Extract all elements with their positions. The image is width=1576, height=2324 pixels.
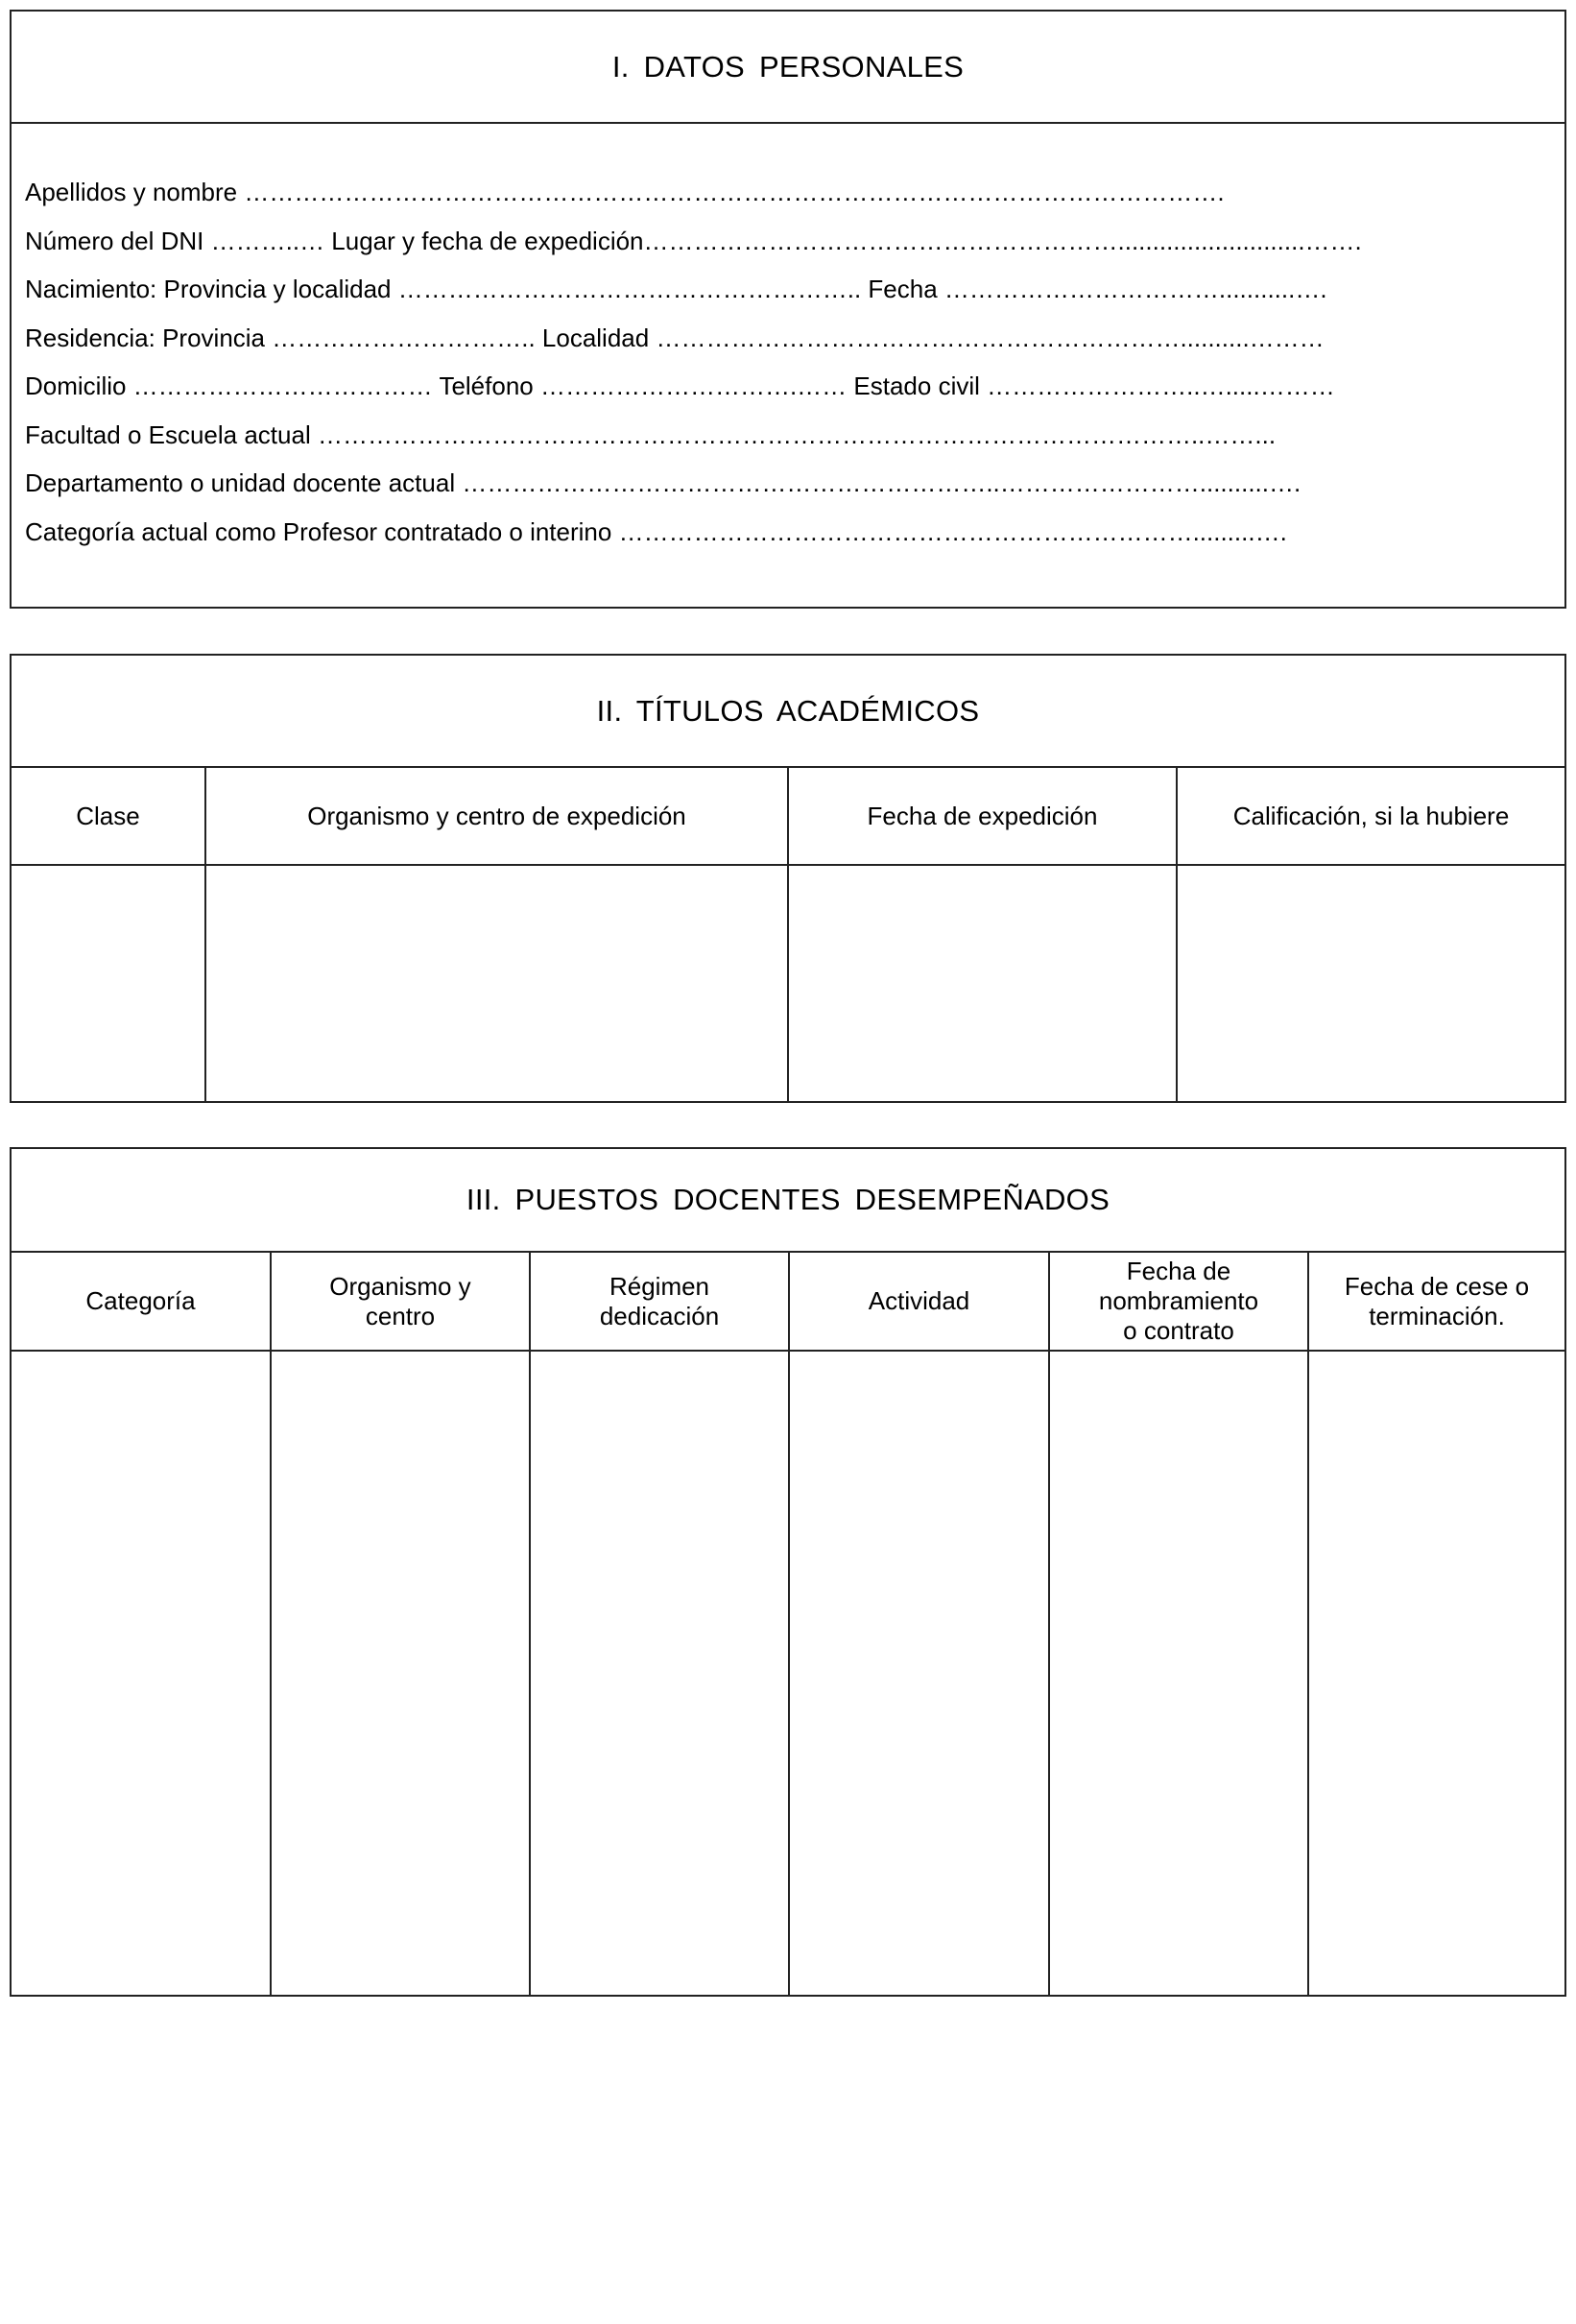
titulos-academicos-title: II. TÍTULOS ACADÉMICOS — [12, 656, 1564, 768]
residencia-field[interactable]: Residencia: Provincia ………………………….. Localidad ………………………………………………………..........……… — [25, 323, 1325, 352]
column-header-fecha-nombramiento — [1049, 1253, 1308, 1351]
cell-regimen-dedicacion[interactable] — [530, 1351, 789, 1995]
puestos-docentes-table-wrap — [12, 1253, 1564, 1995]
cell-fecha-expedicion[interactable] — [788, 865, 1177, 1101]
column-header-clase: Clase — [12, 768, 205, 865]
column-header-calificacion: Calificación, si la hubiere — [1177, 768, 1564, 865]
header-line: Organismo y — [329, 1271, 471, 1301]
header-line: Categoría — [85, 1286, 196, 1315]
cell-fecha-cese[interactable] — [1308, 1351, 1564, 1995]
header-line: dedicación — [599, 1301, 720, 1330]
dni-expedicion-field[interactable]: Número del DNI ………..… Lugar y fecha de expedición…………………………………………………...........................……. — [25, 226, 1362, 255]
apellidos-nombre-field[interactable]: Apellidos y nombre ………………………………………………………………………………………………………. — [25, 178, 1225, 206]
titulos-academicos-section — [10, 654, 1566, 1103]
header-line: Actividad — [868, 1286, 970, 1315]
puestos-docentes-title: III. PUESTOS DOCENTES DESEMPEÑADOS — [12, 1149, 1564, 1253]
table-row — [12, 1351, 1564, 1995]
header-line: terminación. — [1369, 1301, 1505, 1330]
cell-categoria[interactable] — [12, 1351, 271, 1995]
cell-organismo-centro[interactable] — [205, 865, 788, 1101]
header-line: nombramiento — [1098, 1286, 1259, 1315]
table-header-row — [12, 768, 1564, 865]
column-header-actividad — [789, 1253, 1049, 1351]
cell-clase[interactable] — [12, 865, 205, 1101]
domicilio-telefono-estado-field[interactable]: Domicilio ……………………………… Teléfono ………………………….…… Estado civil ……………………..….....……… — [25, 371, 1335, 400]
nacimiento-field[interactable]: Nacimiento: Provincia y localidad ……………………………………………….. Fecha ……………………………...........…. — [25, 275, 1327, 303]
puestos-docentes-section — [10, 1147, 1566, 1997]
facultad-escuela-field[interactable]: Facultad o Escuela actual ……………………………………………………………………………………………..……... — [25, 419, 1277, 449]
header-line: Fecha de — [1126, 1257, 1231, 1285]
header-line: Régimen — [609, 1271, 710, 1301]
column-header-organismo-centro: Organismo y centro de expedición — [205, 768, 788, 865]
titulos-academicos-table — [12, 768, 1564, 1101]
cell-fecha-nombramiento[interactable] — [1049, 1351, 1308, 1995]
column-header-fecha-expedicion: Fecha de expedición — [788, 768, 1177, 865]
datos-personales-fields — [12, 124, 1564, 556]
header-line: centro — [365, 1301, 436, 1330]
table-row — [12, 865, 1564, 1101]
categoria-actual-field[interactable]: Categoría actual como Profesor contratado o interino …………………………………………………………….........…. — [25, 516, 1287, 546]
header-line: o contrato — [1123, 1316, 1234, 1345]
header-line: Fecha de cese o — [1344, 1271, 1530, 1301]
table-header-row — [12, 1253, 1564, 1351]
column-header-regimen-dedicacion — [530, 1253, 789, 1351]
cell-actividad[interactable] — [789, 1351, 1049, 1995]
cell-organismo-centro[interactable] — [271, 1351, 530, 1995]
column-header-organismo-centro — [271, 1253, 530, 1351]
puestos-docentes-table — [12, 1253, 1564, 1995]
column-header-categoria — [12, 1253, 271, 1351]
datos-personales-title: I. DATOS PERSONALES — [12, 12, 1564, 124]
departamento-field[interactable]: Departamento o unidad docente actual ………………………………………………………..……………………..........…. — [25, 468, 1301, 497]
datos-personales-section — [10, 10, 1566, 609]
column-header-fecha-cese — [1308, 1253, 1564, 1351]
cell-calificacion[interactable] — [1177, 865, 1564, 1101]
